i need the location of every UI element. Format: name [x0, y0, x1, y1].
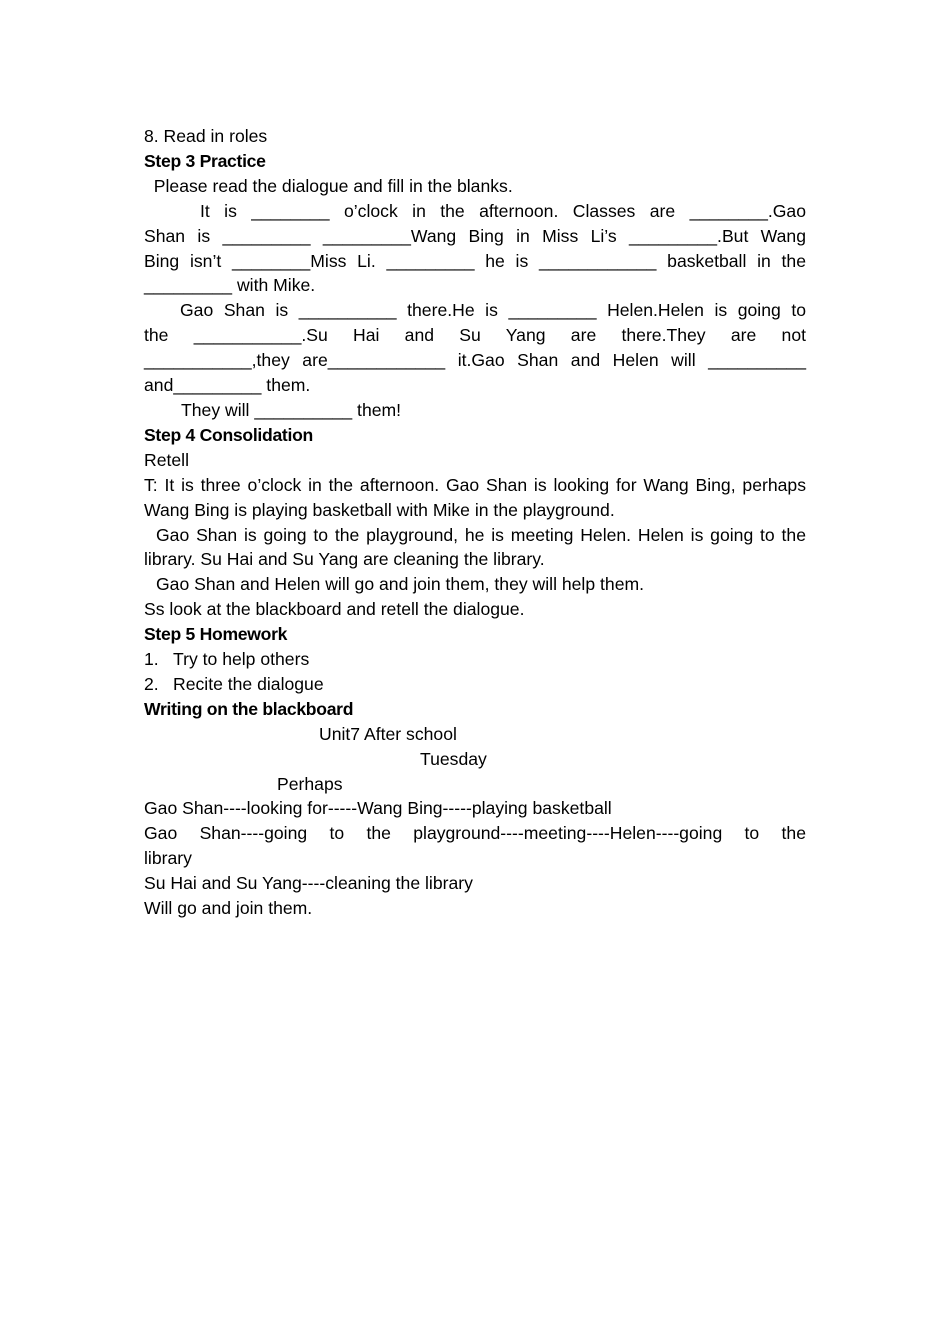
- lesson-plan-body: [144, 124, 806, 921]
- blackboard-title: Unit7 After school: [319, 723, 457, 744]
- homework-item-number: 1.: [144, 649, 159, 670]
- heading-step4-consolidation: Step 4 Consolidation: [144, 424, 313, 445]
- fill-blank-line: ___________,they are____________ it.Gao Shan and Helen will __________: [144, 350, 806, 371]
- heading-blackboard: Writing on the blackboard: [144, 698, 354, 719]
- heading-step5-homework: Step 5 Homework: [144, 624, 288, 645]
- fill-blank-line: Shan is _________ _________Wang Bing in Miss Li’s _________.But Wang: [144, 225, 806, 246]
- blackboard-line: Su Hai and Su Yang----cleaning the library: [144, 873, 473, 894]
- blackboard-line: Gao Shan----looking for-----Wang Bing-----playing basketball: [144, 798, 612, 819]
- retell-paragraph: T: It is three o’clock in the afternoon. Gao Shan is looking for Wang Bing, perhaps Wang Bing is playing basketball with Mike in the playground.: [144, 474, 806, 520]
- retell-paragraph: Gao Shan and Helen will go and join them, they will help them.: [156, 574, 645, 595]
- homework-item: [144, 672, 806, 697]
- fill-blank-line: They will __________ them!: [181, 399, 402, 420]
- homework-item-number: 2.: [144, 673, 159, 694]
- retell-instruction: Ss look at the blackboard and retell the dialogue.: [144, 599, 525, 620]
- blackboard-day: Tuesday: [420, 748, 487, 769]
- retell-label: Retell: [144, 449, 189, 470]
- blackboard-line: Will go and join them.: [144, 898, 313, 919]
- fill-blank-line: _________ with Mike.: [144, 275, 316, 296]
- fill-blank-line: Bing isn’t ________Miss Li. _________ he is ____________ basketball in the: [144, 250, 806, 271]
- fill-blank-line: and_________ them.: [144, 375, 311, 396]
- blackboard-perhaps: Perhaps: [277, 773, 343, 794]
- retell-paragraph: Gao Shan is going to the playground, he is meeting Helen. Helen is going to the library. Su Hai and Su Yang are cleaning the library.: [144, 524, 806, 570]
- heading-step3-practice: Step 3 Practice: [144, 150, 266, 171]
- practice-instruction: Please read the dialogue and fill in the blanks.: [144, 175, 513, 196]
- blackboard-line: library: [144, 848, 192, 869]
- step-read-in-roles: 8. Read in roles: [144, 126, 268, 146]
- fill-blank-line: Gao Shan is __________ there.He is _________ Helen.Helen is going to: [180, 300, 806, 321]
- homework-item-text: Recite the dialogue: [173, 673, 324, 694]
- fill-blank-line: It is ________ o’clock in the afternoon. Classes are ________.Gao: [200, 200, 806, 221]
- blackboard-line: Gao Shan----going to the playground----meeting----Helen----going to the: [144, 823, 806, 844]
- homework-item-text: Try to help others: [173, 649, 310, 670]
- homework-item: [144, 647, 806, 672]
- fill-blank-line: the ___________.Su Hai and Su Yang are there.They are not: [144, 325, 806, 346]
